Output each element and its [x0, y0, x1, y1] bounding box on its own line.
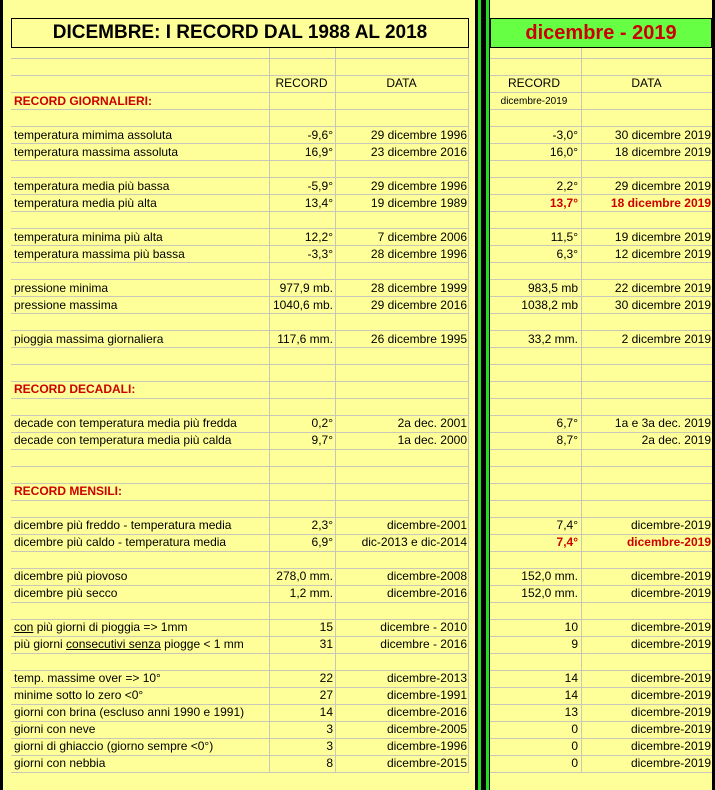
header-record-2019: RECORD — [507, 76, 560, 90]
record-value: 13,4° — [304, 196, 333, 210]
date-2019: 12 dicembre 2019 — [614, 247, 711, 261]
row-label — [14, 619, 187, 636]
date-2019: 29 dicembre 2019 — [614, 179, 711, 193]
record-date: 26 dicembre 1995 — [370, 332, 467, 346]
date-2019: dicembre-2019 — [630, 722, 711, 736]
row-label: decade con temperatura media più calda — [14, 433, 232, 447]
record-value: -5,9° — [307, 179, 333, 193]
record-value: -9,6° — [307, 128, 333, 142]
date-2019: 2 dicembre 2019 — [621, 332, 711, 346]
grid-line — [490, 58, 712, 59]
date-2019: dicembre-2019 — [630, 637, 711, 651]
record-date: 29 dicembre 2016 — [370, 298, 467, 312]
record-value: 1040,6 mb. — [272, 298, 333, 312]
green-divider-right — [486, 0, 489, 790]
grid-line — [490, 449, 712, 450]
value-2019: 11,5° — [550, 230, 578, 244]
record-date: dicembre-1996 — [386, 739, 467, 753]
record-value: 15 — [319, 620, 333, 634]
record-value: -3,3° — [307, 247, 333, 261]
row-label: temp. massime over => 10° — [14, 671, 161, 685]
value-2019: 14 — [564, 671, 578, 685]
value-2019: -3,0° — [552, 128, 578, 142]
row-label: dicembre più caldo - temperatura media — [14, 535, 227, 549]
record-value: 3 — [326, 739, 333, 753]
section-decadali: RECORD DECADALI: — [14, 382, 136, 396]
record-date: 2a dec. 2001 — [397, 416, 467, 430]
record-value: 6,9° — [311, 535, 333, 549]
record-value: 9,7° — [311, 433, 333, 447]
value-2019: 0 — [571, 739, 578, 753]
value-2019: 16,0° — [549, 145, 578, 159]
value-2019: 0 — [571, 722, 578, 736]
value-2019: 14 — [564, 688, 578, 702]
record-date: dicembre-1991 — [386, 688, 467, 702]
record-date: dicembre-2016 — [386, 705, 467, 719]
row-label — [14, 636, 244, 653]
record-value: 16,9° — [304, 145, 333, 159]
date-2019: dicembre-2019 — [630, 620, 711, 634]
value-2019: 13 — [564, 705, 578, 719]
grid-line — [11, 449, 469, 450]
grid-line — [11, 653, 469, 654]
date-2019: 30 dicembre 2019 — [614, 128, 711, 142]
record-value: 12,2° — [304, 230, 333, 244]
value-2019: 9 — [571, 637, 578, 651]
row-label-part: più giorni — [14, 637, 67, 651]
record-value: 27 — [319, 688, 333, 702]
right-title: dicembre - 2019 — [490, 18, 712, 48]
record-value: 8 — [326, 756, 333, 770]
subheader-2019: dicembre-2019 — [500, 96, 568, 107]
record-date: dicembre-2008 — [386, 569, 467, 583]
grid-line — [11, 364, 469, 365]
grid-line — [11, 602, 469, 603]
record-value: 0,2° — [311, 416, 333, 430]
date-2019: dicembre-2019 — [630, 739, 711, 753]
record-date: 29 dicembre 1996 — [370, 179, 467, 193]
record-date: 7 dicembre 2006 — [377, 230, 467, 244]
grid-line — [490, 551, 712, 552]
record-date: 28 dicembre 1999 — [370, 281, 467, 295]
row-label: temperatura media più alta — [14, 196, 157, 210]
value-2019: 0 — [571, 756, 578, 770]
record-date: dicembre-2016 — [386, 586, 467, 600]
row-label: pioggia massima giornaliera — [14, 332, 164, 346]
record-value: 278,0 mm. — [276, 569, 333, 583]
value-2019: 6,3° — [556, 247, 578, 261]
value-2019: 152,0 mm. — [521, 569, 578, 583]
record-date: dicembre-2005 — [386, 722, 467, 736]
value-2019: 8,7° — [556, 433, 578, 447]
row-label-part: con — [14, 620, 34, 634]
record-value: 117,6 mm. — [277, 332, 333, 346]
row-label: temperatura mimima assoluta — [14, 128, 173, 142]
row-label: pressione minima — [14, 281, 109, 295]
record-date: 19 dicembre 1989 — [370, 196, 467, 210]
grid-line — [490, 466, 712, 467]
row-label: giorni con nebbia — [14, 756, 106, 770]
row-label-part: consecutivi senza — [66, 637, 161, 651]
header-record: RECORD — [275, 76, 328, 90]
row-label: temperatura media più bassa — [14, 179, 170, 193]
row-label: temperatura massima più bassa — [14, 247, 185, 261]
record-date: dicembre - 2016 — [380, 637, 467, 651]
date-2019: dicembre-2019 — [630, 671, 711, 685]
date-2019: 18 dicembre 2019 — [610, 196, 711, 210]
header-data: DATA — [386, 76, 417, 90]
grid-line — [11, 58, 469, 59]
grid-line — [490, 483, 712, 484]
row-label: decade con temperatura media più fredda — [14, 416, 237, 430]
value-2019: 7,4° — [556, 535, 578, 549]
record-date: dicembre-2001 — [386, 518, 467, 532]
row-label: dicembre più freddo - temperatura media — [14, 518, 232, 532]
record-date: dicembre - 2010 — [380, 620, 467, 634]
value-2019: 983,5 mb — [527, 281, 578, 295]
grid-line — [468, 48, 469, 772]
record-value: 2,3° — [311, 518, 333, 532]
record-value: 977,9 mb. — [279, 281, 333, 295]
value-2019: 7,4° — [556, 518, 578, 532]
grid-line — [490, 364, 712, 365]
date-2019: dicembre-2019 — [630, 518, 711, 532]
record-date: dicembre-2013 — [386, 671, 467, 685]
grid-line — [11, 772, 469, 773]
grid-line — [11, 398, 469, 399]
grid-line — [490, 602, 712, 603]
value-2019: 13,7° — [549, 196, 578, 210]
page-title: DICEMBRE: I RECORD DAL 1988 AL 2018 — [11, 18, 469, 48]
row-label: temperatura minima più alta — [14, 230, 163, 244]
row-label: giorni di ghiaccio (giorno sempre <0°) — [14, 739, 214, 753]
date-2019: dicembre-2019 — [630, 705, 711, 719]
value-2019: 1038,2 mb — [521, 298, 578, 312]
section-giornalieri: RECORD GIORNALIERI: — [14, 94, 152, 108]
record-date: 23 dicembre 2016 — [370, 145, 467, 159]
date-2019: 19 dicembre 2019 — [614, 230, 711, 244]
grid-line — [490, 381, 712, 382]
record-date: 28 dicembre 1996 — [370, 247, 467, 261]
date-2019: 2a dec. 2019 — [641, 433, 711, 447]
date-2019: 30 dicembre 2019 — [614, 298, 711, 312]
row-label-part: più giorni di pioggia => 1mm — [33, 620, 188, 634]
value-2019: 33,2 mm. — [527, 332, 578, 346]
row-label: giorni con neve — [14, 722, 96, 736]
record-value: 3 — [326, 722, 333, 736]
row-label: giorni con brina (escluso anni 1990 e 1991) — [14, 705, 245, 719]
value-2019: 6,7° — [556, 416, 578, 430]
grid-line — [11, 500, 469, 501]
record-value: 1,2 mm. — [289, 586, 333, 600]
value-2019: 2,2° — [556, 179, 578, 193]
record-value: 14 — [319, 705, 333, 719]
grid-line — [490, 653, 712, 654]
value-2019: 152,0 mm. — [521, 586, 578, 600]
grid-line — [490, 772, 712, 773]
date-2019: dicembre-2019 — [626, 535, 711, 549]
record-date: dic-2013 e dic-2014 — [361, 535, 467, 549]
header-data-2019: DATA — [631, 76, 662, 90]
date-2019: 18 dicembre 2019 — [614, 145, 711, 159]
record-value: 31 — [319, 637, 333, 651]
row-label: dicembre più piovoso — [14, 569, 128, 583]
date-2019: 1a e 3a dec. 2019 — [614, 416, 711, 430]
section-mensili: RECORD MENSILI: — [14, 484, 122, 498]
grid-line — [490, 398, 712, 399]
row-label: dicembre più secco — [14, 586, 118, 600]
record-date: 1a dec. 2000 — [397, 433, 467, 447]
date-2019: dicembre-2019 — [630, 756, 711, 770]
grid-line — [490, 500, 712, 501]
row-label: pressione massima — [14, 298, 118, 312]
green-divider-left — [478, 0, 481, 790]
row-label: minime sotto lo zero <0° — [14, 688, 144, 702]
date-2019: dicembre-2019 — [630, 569, 711, 583]
row-label: temperatura massima assoluta — [14, 145, 179, 159]
value-2019: 10 — [564, 620, 578, 634]
record-value: 22 — [319, 671, 333, 685]
record-date: dicembre-2015 — [386, 756, 467, 770]
row-label-part: piogge < 1 mm — [160, 637, 244, 651]
grid-line — [11, 551, 469, 552]
record-date: 29 dicembre 1996 — [370, 128, 467, 142]
date-2019: dicembre-2019 — [630, 586, 711, 600]
date-2019: dicembre-2019 — [630, 688, 711, 702]
date-2019: 22 dicembre 2019 — [614, 281, 711, 295]
grid-line — [11, 466, 469, 467]
